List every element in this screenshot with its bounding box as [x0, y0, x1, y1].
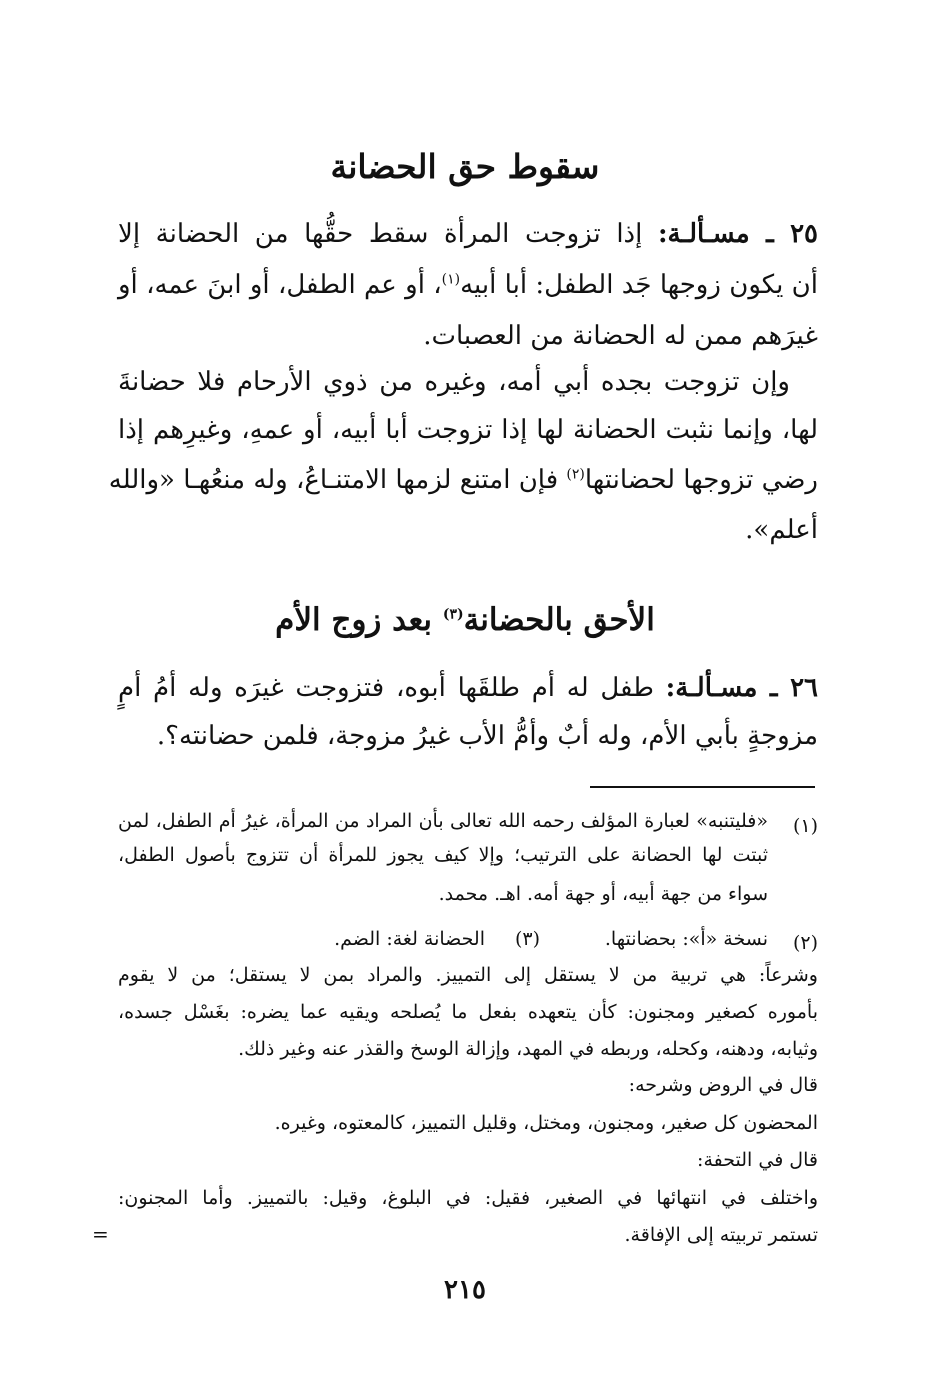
issue-25-para2-line-4: أعلم». — [745, 515, 818, 545]
issue-25-line-3: غيرَهم ممن له الحضانة من العصبات. — [423, 321, 818, 351]
issue-25-line-1 — [118, 214, 818, 254]
footnote-3-line-2: وشرعاً: هي تربية من لا يستقل إلى التمييز. والمراد بمن لا يستقل؛ من لا يقوم — [118, 964, 818, 986]
text-run: إذا تزوجت المرأة سقط حقُّها من الحضانة إلا — [118, 219, 643, 249]
section-title-most-entitled — [120, 598, 810, 642]
footnote-1-number: (١) — [792, 815, 818, 837]
footnote-3-line-9: تستمر تربيته إلى الإفاقة. — [624, 1224, 818, 1246]
footnote-2-text: نسخة «أ»: بحضانتها. — [604, 928, 768, 950]
footnote-3-line-4: وثيابه، ودهنه، وكحله، وربطه في المهد، وإزالة الوسخ والقذر عنه وغير ذلك. — [238, 1038, 818, 1060]
footnote-1-line-2: ثبتت لها الحضانة على الترتيب؛ وإلا كيف يجوز للمرأة أن تتزوج بأصول الطفل، — [118, 844, 768, 866]
issue-26-line-2: مزوجةٍ بأبي الأم، وله أبٌ وأمُّ الأب غيرُ مزوجة، فلمن حضانته؟. — [156, 721, 818, 751]
footnote-3-line-5: قال في الروض وشرحه: — [628, 1074, 818, 1096]
issue-26-line-1 — [118, 668, 818, 708]
text-run: طفل له أم طلقَها أبوه، فتزوجت غيرَه وله أمُ أمٍ — [118, 673, 654, 703]
text-run: بعد زوج الأم — [275, 602, 443, 638]
issue-25-line-2 — [118, 265, 818, 305]
footnote-3-line-7: قال في التحفة: — [697, 1149, 818, 1171]
text-run: رضي تزوجها لحضانتها — [584, 465, 818, 495]
page-number: ٢١٥ — [444, 1275, 486, 1305]
footnote-ref-1: (١) — [441, 271, 461, 288]
footnote-3-text: الحضانة لغة: الضم. — [334, 928, 485, 950]
issue-25-para2-line-3 — [108, 460, 818, 500]
text-run: ، أو عم الطفل، أو ابنَ عمه، أو — [118, 270, 442, 300]
footnote-2-number: (٢) — [792, 932, 818, 954]
issue-25-para2-line-1: وإن تزوجت بجده أبي أمه، وغيره من ذوي الأرحام فلا حضانةَ — [118, 367, 790, 397]
section-title-loss-of-custody: سقوط حق الحضانة — [330, 147, 600, 186]
text-run: الأحق بالحضانة — [463, 602, 655, 638]
footnote-3-line-8: واختلف في انتهائها في الصغير، فقيل: في البلوغ، وقيل: بالتمييز. وأما المجنون: — [118, 1187, 818, 1209]
footnote-separator — [590, 786, 815, 788]
footnote-ref-2: (٢) — [566, 466, 585, 483]
text-run: أن يكون زوجها جَد الطفل: أبا أبيه — [460, 270, 818, 300]
text-run: فإن امتنع لزمها الامتنـاعُ، وله منعُهـا «والله — [108, 465, 567, 495]
footnote-3-line-3: بأموره كصغير ومجنون: كأن يتعهده بفعل ما يُصلحه ويقيه عما يضره: بغَسْل جسده، — [118, 1001, 818, 1023]
issue-26-number: ٢٦ ـ مسـألـة: — [665, 673, 818, 703]
issue-25-number: ٢٥ ـ مسـألـة: — [657, 219, 818, 249]
footnote-1-line-3: سواء من جهة أبيه، أو جهة أمه. اهـ. محمد. — [438, 883, 768, 905]
issue-25-para2-line-2: لها، وإنما نثبت الحضانة لها إذا تزوجت أبا أبيه، أو عمهِ، وغيرِهم إذا — [118, 415, 818, 445]
continuation-mark: = — [92, 1222, 109, 1246]
footnote-1-line-1: «فليتنبه» لعبارة المؤلف رحمه الله تعالى بأن المراد من المرأة، غيرُ أم الطفل، لمن — [118, 810, 768, 832]
footnote-3-number: (٣) — [514, 928, 540, 950]
footnote-3-line-6: المحضون كل صغير، ومجنون، ومختل، وقليل التمييز، كالمعتوه، وغيره. — [274, 1112, 818, 1134]
footnote-ref-3: (٣) — [442, 606, 464, 623]
